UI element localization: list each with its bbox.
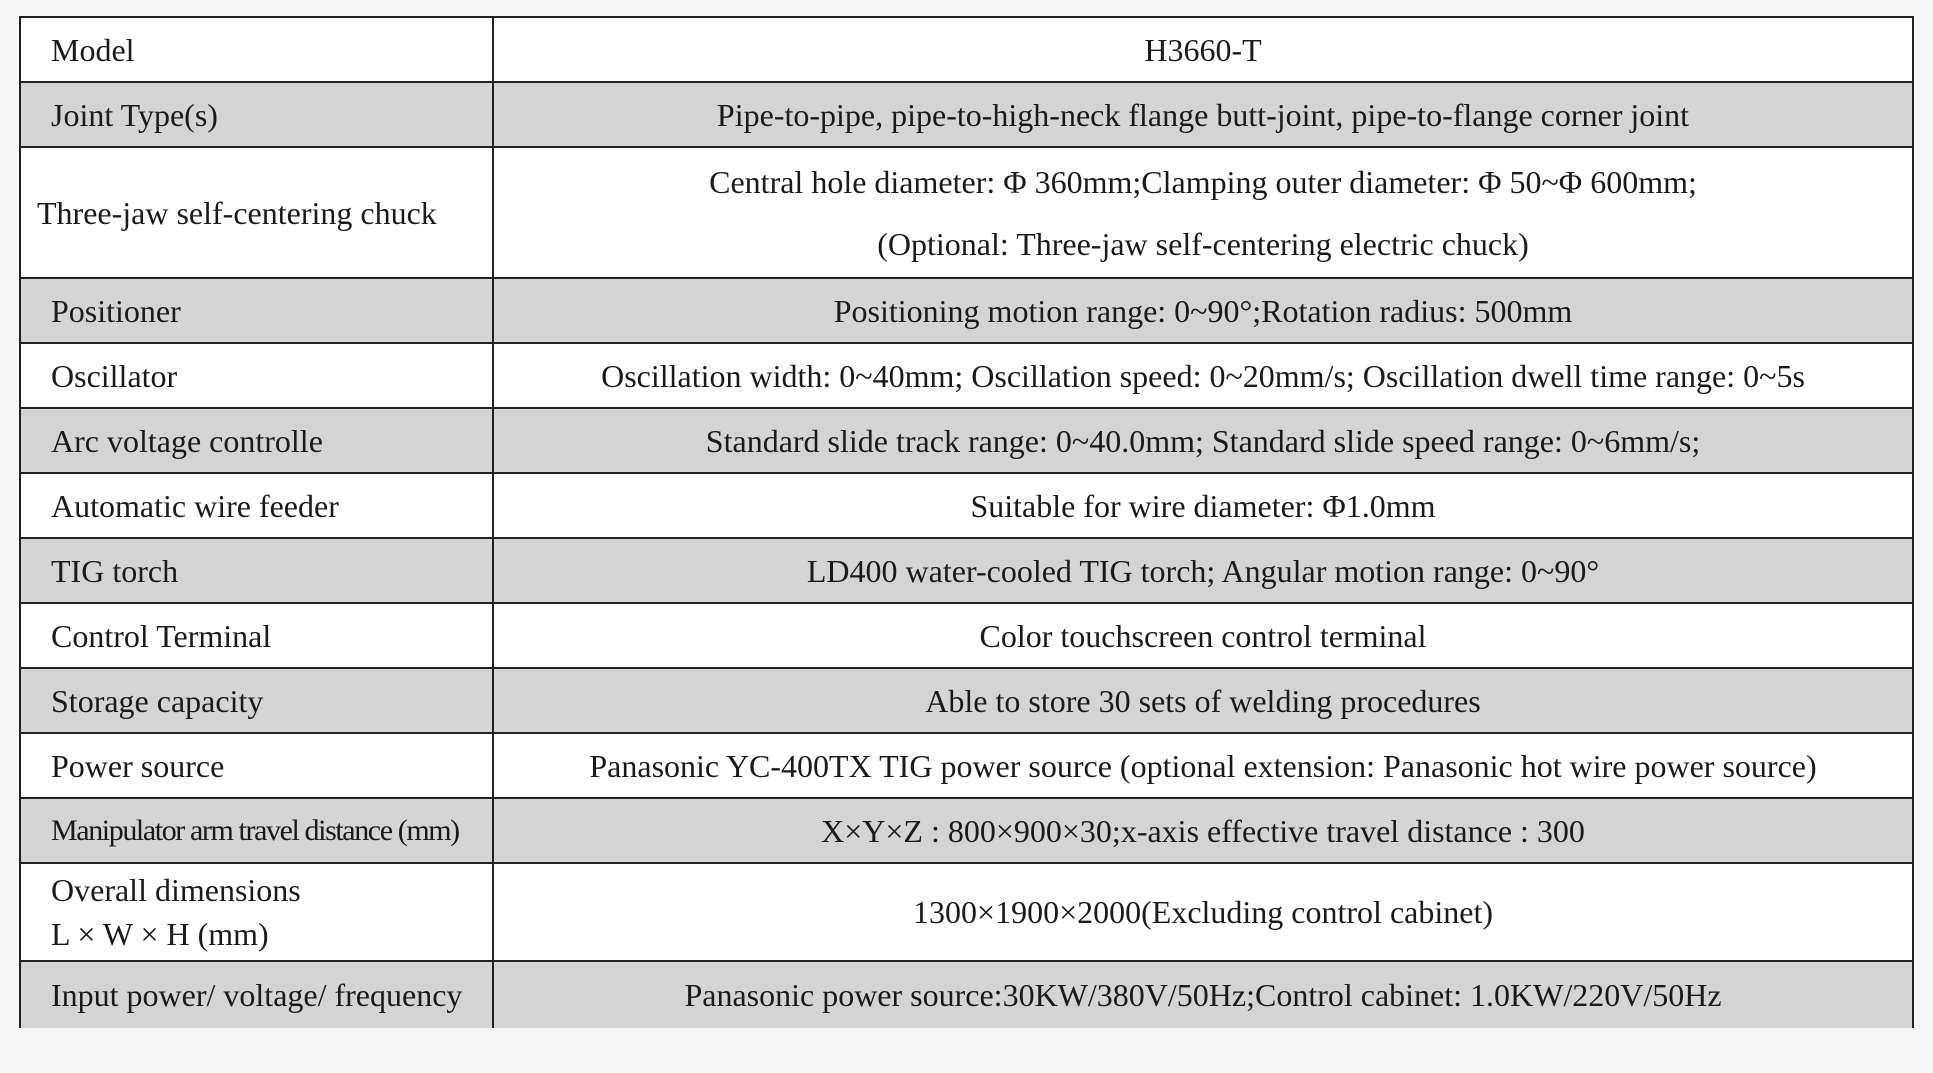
row-value: Panasonic YC-400TX TIG power source (optional extension: Panasonic hot wire power source) <box>493 733 1913 798</box>
row-value: H3660-T <box>493 17 1913 82</box>
row-label <box>20 863 493 961</box>
row-value: X×Y×Z : 800×900×30;x-axis effective travel distance : 300 <box>493 798 1913 863</box>
row-value: LD400 water-cooled TIG torch; Angular motion range: 0~90° <box>493 538 1913 603</box>
row-label: Storage capacity <box>20 668 493 733</box>
row-value: Oscillation width: 0~40mm; Oscillation speed: 0~20mm/s; Oscillation dwell time range: 0~5s <box>493 343 1913 408</box>
label-line: Overall dimensions <box>51 872 301 908</box>
row-label: Control Terminal <box>20 603 493 668</box>
table-row <box>20 538 1913 603</box>
table-row <box>20 82 1913 147</box>
row-label: Power source <box>20 733 493 798</box>
row-label: Positioner <box>20 278 493 343</box>
table-row <box>20 863 1913 961</box>
table-row <box>20 603 1913 668</box>
row-label: Joint Type(s) <box>20 82 493 147</box>
row-value: Pipe-to-pipe, pipe-to-high-neck flange butt-joint, pipe-to-flange corner joint <box>493 82 1913 147</box>
table-row <box>20 473 1913 538</box>
row-value: Standard slide track range: 0~40.0mm; Standard slide speed range: 0~6mm/s; <box>493 408 1913 473</box>
row-label: Three-jaw self-centering chuck <box>20 147 493 278</box>
label-line: L × W × H (mm) <box>51 916 269 952</box>
row-value: Panasonic power source:30KW/380V/50Hz;Control cabinet: 1.0KW/220V/50Hz <box>493 961 1913 1028</box>
value-line: (Optional: Three-jaw self-centering electric chuck) <box>877 225 1529 262</box>
table-row <box>20 343 1913 408</box>
spec-table <box>19 16 1914 1028</box>
row-label: TIG torch <box>20 538 493 603</box>
table-row <box>20 17 1913 82</box>
table-row <box>20 668 1913 733</box>
table-row <box>20 733 1913 798</box>
table-row <box>20 147 1913 278</box>
row-value: 1300×1900×2000(Excluding control cabinet) <box>493 863 1913 961</box>
table-row <box>20 278 1913 343</box>
row-label: Manipulator arm travel distance (mm) <box>20 798 493 863</box>
row-value: Color touchscreen control terminal <box>493 603 1913 668</box>
row-value <box>493 147 1913 278</box>
table-row <box>20 798 1913 863</box>
value-line: Central hole diameter: Φ 360mm;Clamping outer diameter: Φ 50~Φ 600mm; <box>709 163 1697 200</box>
row-value: Able to store 30 sets of welding procedures <box>493 668 1913 733</box>
row-label: Oscillator <box>20 343 493 408</box>
row-label: Model <box>20 17 493 82</box>
row-value: Positioning motion range: 0~90°;Rotation radius: 500mm <box>493 278 1913 343</box>
row-value: Suitable for wire diameter: Φ1.0mm <box>493 473 1913 538</box>
table-row <box>20 961 1913 1028</box>
row-label: Arc voltage controlle <box>20 408 493 473</box>
row-label: Automatic wire feeder <box>20 473 493 538</box>
table-row <box>20 408 1913 473</box>
row-label: Input power/ voltage/ frequency <box>20 961 493 1028</box>
